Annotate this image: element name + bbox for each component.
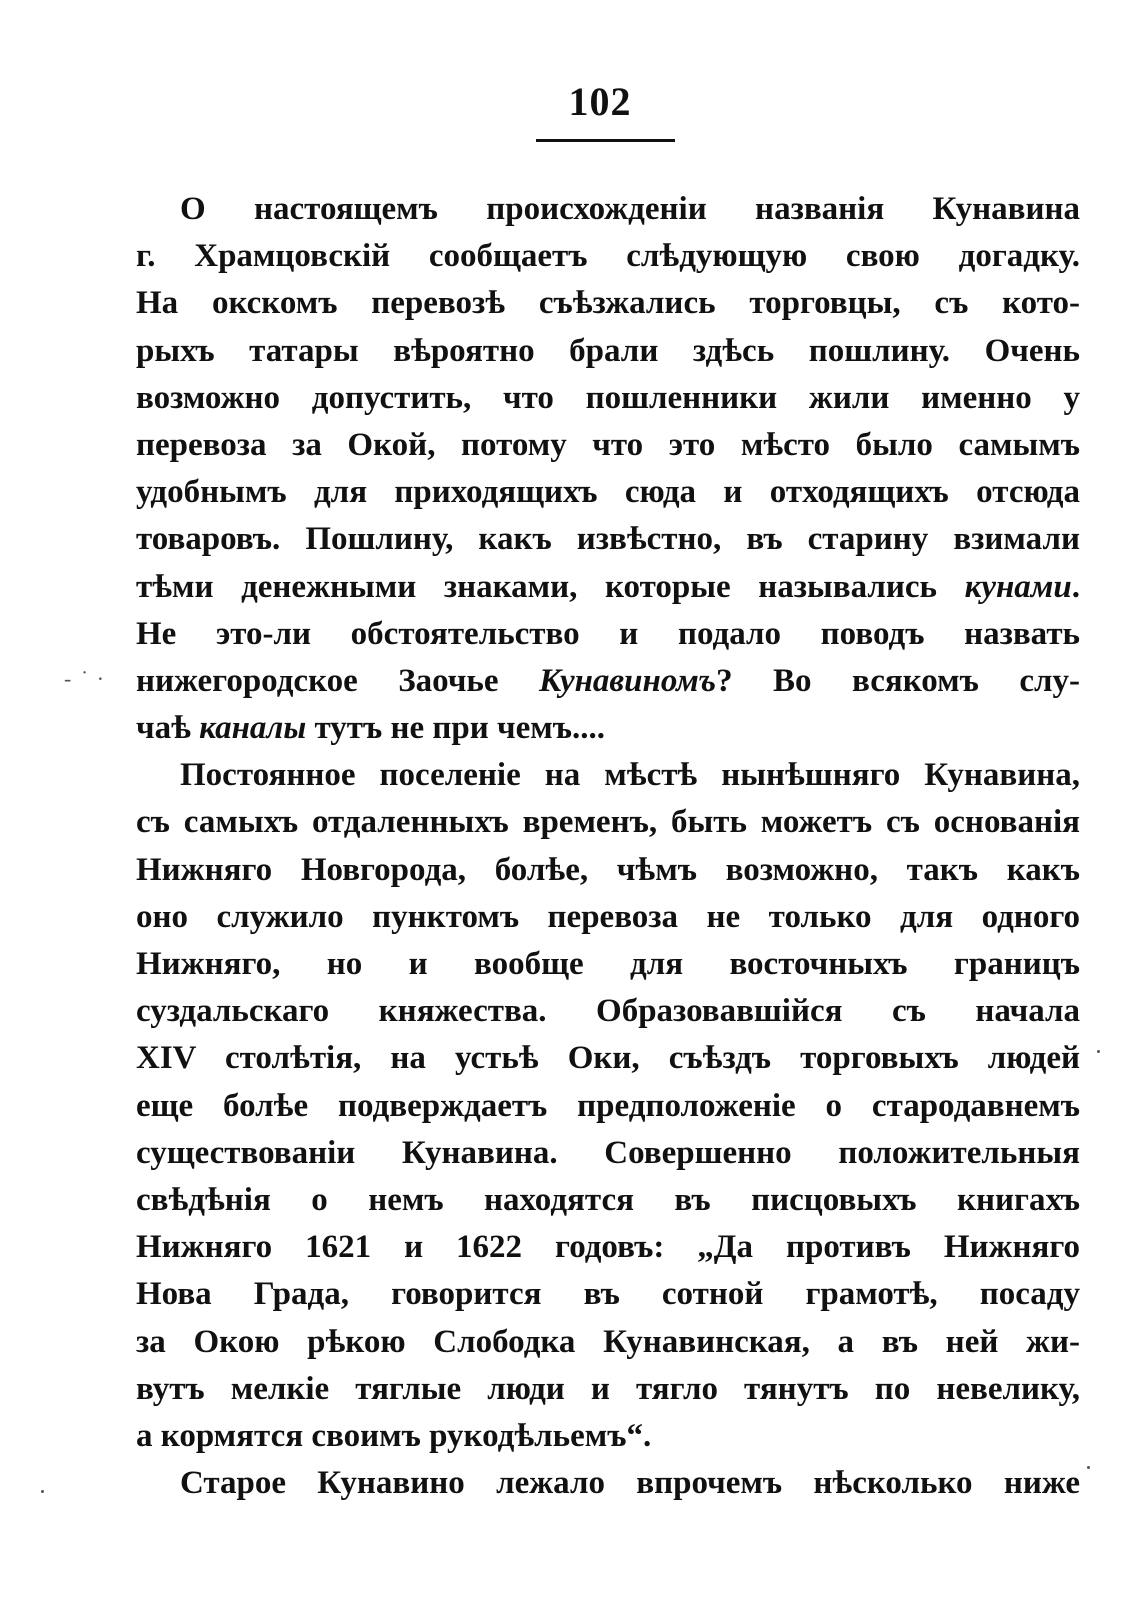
paragraph [136, 1460, 1080, 1507]
italic-word: кунами [964, 568, 1072, 605]
paper-speck [1087, 1466, 1090, 1469]
text-line: На окскомъ перевозѣ съѣзжались торговцы, съ кото- [136, 285, 1080, 322]
text-line: съ самыхъ отдаленныхъ временъ, быть можетъ съ основанія [136, 804, 1080, 841]
text-line: существованіи Кунавина. Совершенно положительныя [136, 1134, 1080, 1171]
text-line: еще болѣе подверждаетъ предположеніе о стародавнемъ [136, 1087, 1080, 1124]
text-line: суздальскаго княжества. Образовавшійся съ начала [136, 993, 1080, 1030]
text-line [136, 564, 1080, 611]
margin-pencil-mark: ‐ ˙ ∙ [64, 666, 106, 691]
text-line: Не это-ли обстоятельство и подало поводъ назвать [136, 615, 1080, 652]
text-run: тутъ не при чемъ.... [306, 710, 605, 747]
text-run: ? Во всякомъ слу- [716, 662, 1080, 699]
text-line: перевоза за Окой, потому что это мѣсто было самымъ [136, 426, 1080, 463]
text-run: . [1071, 568, 1080, 605]
text-line: Постоянное поселеніе на мѣстѣ нынѣшняго Кунавина, [180, 757, 1080, 794]
page-number: 102 [568, 79, 632, 124]
italic-word: Кунавиномъ [538, 662, 717, 699]
text-line: за Окою рѣкою Слободка Кунавинская, а въ ней жи- [136, 1323, 1080, 1360]
body-text [136, 186, 1080, 1507]
text-line: рыхъ татары вѣроятно брали здѣсь пошлину. Очень [136, 332, 1080, 369]
text-line: а кормятся своимъ рукодѣльемъ“. [136, 1417, 652, 1454]
page-number-rule [536, 139, 675, 142]
text-line: Нижняго Новгорода, болѣе, чѣмъ возможно, такъ какъ [136, 851, 1080, 888]
paragraph [136, 186, 1080, 752]
text-line: XIV столѣтія, на устьѣ Оки, съѣздъ торговыхъ людей [136, 1040, 1080, 1077]
text-line: удобнымъ для приходящихъ сюда и отходящихъ отсюда [136, 474, 1080, 511]
text-line: г. Храмцовскій сообщаетъ слѣдующую свою догадку. [136, 238, 1080, 275]
text-line [136, 705, 1080, 752]
text-line [136, 658, 1080, 705]
text-line: свѣдѣнія о немъ находятся въ писцовыхъ книгахъ [136, 1181, 1080, 1218]
text-line: возможно допустить, что пошленники жили именно у [136, 379, 1080, 416]
text-line: Нова Града, говорится въ сотной грамотѣ, посаду [136, 1276, 1080, 1313]
text-run: нижегородское Заочье [136, 662, 539, 699]
text-line: Нижняго 1621 и 1622 годовъ: „Да противъ Нижняго [136, 1229, 1080, 1266]
text-line: Нижняго, но и вообще для восточныхъ границъ [136, 946, 1080, 982]
italic-word: каналы [199, 710, 307, 747]
text-run: тѣми денежными знаками, которые назывались [136, 568, 965, 605]
paper-speck [41, 1490, 44, 1493]
paragraph [136, 752, 1080, 1460]
text-line: товаровъ. Пошлину, какъ извѣстно, въ старину взимали [136, 521, 1080, 558]
text-line: О настоящемъ происхожденіи названія Кунавина [180, 191, 1080, 227]
text-run: чаѣ [136, 710, 200, 747]
text-line: вутъ мелкіе тяглые люди и тягло тянутъ по невелику, [136, 1370, 1080, 1407]
paper-speck [1097, 1050, 1100, 1053]
text-line: Старое Кунавино лежало впрочемъ нѣсколько ниже [180, 1465, 1080, 1502]
text-line: оно служило пунктомъ перевоза не только для одного [136, 898, 1080, 935]
